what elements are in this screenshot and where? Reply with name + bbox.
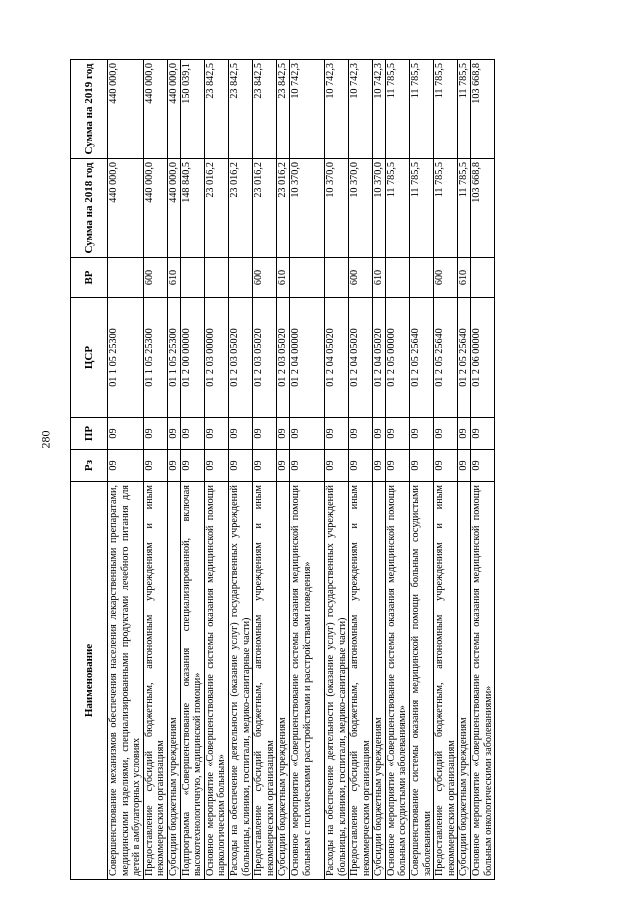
cell-sum-2018: 10 370,0 <box>324 159 348 258</box>
cell-csr: 01 2 04 05020 <box>373 298 386 418</box>
cell-pr: 09 <box>373 418 386 450</box>
table-row <box>108 60 144 880</box>
header-rz: Рз <box>71 450 108 482</box>
table-row <box>143 60 167 880</box>
cell-csr: 01 2 04 05020 <box>324 298 348 418</box>
cell-sum-2019: 11 785,5 <box>410 60 434 159</box>
cell-sum-2019: 10 742,3 <box>324 60 348 159</box>
cell-rz: 09 <box>324 450 348 482</box>
cell-vr <box>324 258 348 298</box>
cell-sum-2018: 103 668,8 <box>471 159 495 258</box>
cell-sum-2018: 23 016,2 <box>228 159 252 258</box>
cell-rz: 09 <box>471 450 495 482</box>
cell-sum-2019: 440 000,0 <box>143 60 167 159</box>
cell-vr: 600 <box>349 258 373 298</box>
cell-vr: 610 <box>277 258 290 298</box>
cell-sum-2018: 11 785,5 <box>458 159 471 258</box>
cell-csr: 01 2 03 05020 <box>253 298 277 418</box>
header-name: Наименование <box>71 482 108 880</box>
cell-sum-2019: 23 842,5 <box>204 60 228 159</box>
table-row <box>289 60 324 880</box>
cell-pr: 09 <box>108 418 144 450</box>
cell-csr: 01 2 03 05020 <box>277 298 290 418</box>
cell-name: Основное мероприятие «Совершенствование системы оказания медицинской помощи больным с психическими расстройствами и расстройствами поведения» <box>289 482 324 880</box>
cell-csr: 01 2 04 00000 <box>289 298 324 418</box>
budget-table <box>70 59 495 880</box>
cell-vr <box>471 258 495 298</box>
table-row <box>471 60 495 880</box>
cell-csr: 01 1 05 25300 <box>108 298 144 418</box>
cell-rz: 09 <box>434 450 458 482</box>
cell-sum-2018: 23 016,2 <box>204 159 228 258</box>
cell-pr: 09 <box>289 418 324 450</box>
cell-rz: 09 <box>108 450 144 482</box>
cell-name: Предоставление субсидий бюджетным, автономным учреждениям и иным некоммерческим организациям <box>143 482 167 880</box>
table-row <box>434 60 458 880</box>
cell-pr: 09 <box>253 418 277 450</box>
cell-csr: 01 2 05 25640 <box>458 298 471 418</box>
cell-csr: 01 1 05 25300 <box>167 298 180 418</box>
cell-csr: 01 2 04 05020 <box>349 298 373 418</box>
cell-pr: 09 <box>471 418 495 450</box>
cell-rz: 09 <box>204 450 228 482</box>
cell-sum-2019: 11 785,5 <box>458 60 471 159</box>
cell-csr: 01 2 03 05020 <box>228 298 252 418</box>
cell-name: Субсидии бюджетным учреждениям <box>277 482 290 880</box>
cell-sum-2018: 148 840,5 <box>180 159 204 258</box>
cell-pr: 09 <box>434 418 458 450</box>
cell-name: Основное мероприятие «Совершенствование системы оказания медицинской помощи наркологическим больным» <box>204 482 228 880</box>
cell-rz: 09 <box>349 450 373 482</box>
cell-rz: 09 <box>180 450 204 482</box>
table-row <box>324 60 348 880</box>
cell-pr: 09 <box>277 418 290 450</box>
header-pr: ПР <box>71 418 108 450</box>
budget-table-rotated <box>70 60 584 880</box>
cell-name: Основное мероприятие «Совершенствование системы оказания медицинской помощи больным онкологическими заболеваниями» <box>471 482 495 880</box>
cell-vr <box>108 258 144 298</box>
table-row <box>349 60 373 880</box>
cell-sum-2019: 10 742,3 <box>373 60 386 159</box>
table-row <box>253 60 277 880</box>
cell-sum-2019: 11 785,5 <box>385 60 409 159</box>
cell-sum-2019: 10 742,3 <box>349 60 373 159</box>
cell-vr: 610 <box>458 258 471 298</box>
cell-vr: 600 <box>434 258 458 298</box>
table-row <box>373 60 386 880</box>
cell-sum-2018: 11 785,5 <box>385 159 409 258</box>
cell-name: Основное мероприятие «Совершенствование системы оказания медицинской помощи больным сосудистыми заболеваниями» <box>385 482 409 880</box>
cell-sum-2019: 11 785,5 <box>434 60 458 159</box>
cell-vr <box>204 258 228 298</box>
cell-rz: 09 <box>277 450 290 482</box>
cell-vr: 600 <box>253 258 277 298</box>
cell-vr <box>410 258 434 298</box>
cell-pr: 09 <box>167 418 180 450</box>
cell-sum-2018: 11 785,5 <box>434 159 458 258</box>
cell-name: Подпрограмма «Совершенствование оказания специализированной, включая высокотехнологичную, медицинской помощи» <box>180 482 204 880</box>
cell-sum-2018: 440 000,0 <box>143 159 167 258</box>
cell-sum-2019: 440 000,0 <box>108 60 144 159</box>
table-body <box>108 60 495 880</box>
cell-sum-2018: 11 785,5 <box>410 159 434 258</box>
cell-vr: 600 <box>143 258 167 298</box>
cell-csr: 01 2 05 25640 <box>434 298 458 418</box>
cell-vr <box>180 258 204 298</box>
cell-name: Предоставление субсидий бюджетным, автономным учреждениям и иным некоммерческим организациям <box>253 482 277 880</box>
cell-sum-2018: 440 000,0 <box>108 159 144 258</box>
table-row <box>228 60 252 880</box>
cell-name: Совершенствование системы оказания медицинской помощи больным сосудистыми заболеваниями <box>410 482 434 880</box>
cell-pr: 09 <box>180 418 204 450</box>
cell-rz: 09 <box>143 450 167 482</box>
cell-name: Расходы на обеспечение деятельности (оказание услуг) государственных учреждений (больницы, клиники, госпитали, медико-санитарные части) <box>228 482 252 880</box>
cell-name: Расходы на обеспечение деятельности (оказание услуг) государственных учреждений (больницы, клиники, госпитали, медико-санитарные части) <box>324 482 348 880</box>
cell-pr: 09 <box>458 418 471 450</box>
cell-name: Субсидии бюджетным учреждениям <box>167 482 180 880</box>
cell-csr: 01 2 03 00000 <box>204 298 228 418</box>
cell-name: Предоставление субсидий бюджетным, автономным учреждениям и иным некоммерческим организациям <box>349 482 373 880</box>
cell-sum-2019: 23 842,5 <box>228 60 252 159</box>
cell-vr: 610 <box>167 258 180 298</box>
cell-vr: 610 <box>373 258 386 298</box>
cell-pr: 09 <box>349 418 373 450</box>
cell-name: Совершенствование механизмов обеспечения населения лекарственными препаратами, медицинскими изделиями, специализированными продуктами лечебного питания для детей в амбулаторных условиях <box>108 482 144 880</box>
cell-rz: 09 <box>253 450 277 482</box>
cell-rz: 09 <box>167 450 180 482</box>
cell-sum-2019: 103 668,8 <box>471 60 495 159</box>
header-vr: ВР <box>71 258 108 298</box>
header-sum-2018: Сумма на 2018 год <box>71 159 108 258</box>
cell-pr: 09 <box>228 418 252 450</box>
cell-pr: 09 <box>324 418 348 450</box>
cell-rz: 09 <box>373 450 386 482</box>
cell-sum-2018: 10 370,0 <box>289 159 324 258</box>
cell-sum-2018: 10 370,0 <box>373 159 386 258</box>
cell-pr: 09 <box>143 418 167 450</box>
cell-rz: 09 <box>289 450 324 482</box>
cell-rz: 09 <box>458 450 471 482</box>
cell-sum-2018: 440 000,0 <box>167 159 180 258</box>
cell-vr <box>385 258 409 298</box>
cell-sum-2019: 23 842,5 <box>277 60 290 159</box>
cell-vr <box>228 258 252 298</box>
table-row <box>204 60 228 880</box>
cell-name: Субсидии бюджетным учреждениям <box>458 482 471 880</box>
table-row <box>167 60 180 880</box>
header-sum-2019: Сумма на 2019 год <box>71 60 108 159</box>
cell-csr: 01 2 06 00000 <box>471 298 495 418</box>
cell-sum-2019: 440 000,0 <box>167 60 180 159</box>
cell-sum-2018: 23 016,2 <box>253 159 277 258</box>
cell-sum-2019: 23 842,5 <box>253 60 277 159</box>
cell-rz: 09 <box>410 450 434 482</box>
table-row <box>277 60 290 880</box>
cell-csr: 01 2 05 25640 <box>410 298 434 418</box>
table-row <box>180 60 204 880</box>
cell-vr <box>289 258 324 298</box>
cell-csr: 01 1 05 25300 <box>143 298 167 418</box>
page-number: 280 <box>38 430 53 449</box>
cell-pr: 09 <box>385 418 409 450</box>
cell-name: Предоставление субсидий бюджетным, автономным учреждениям и иным некоммерческим организациям <box>434 482 458 880</box>
cell-name: Субсидии бюджетным учреждениям <box>373 482 386 880</box>
cell-csr: 01 2 00 00000 <box>180 298 204 418</box>
cell-rz: 09 <box>228 450 252 482</box>
cell-pr: 09 <box>410 418 434 450</box>
table-header-row <box>71 60 108 880</box>
cell-pr: 09 <box>204 418 228 450</box>
cell-sum-2018: 23 016,2 <box>277 159 290 258</box>
cell-sum-2019: 10 742,3 <box>289 60 324 159</box>
cell-sum-2019: 150 039,1 <box>180 60 204 159</box>
cell-rz: 09 <box>385 450 409 482</box>
table-row <box>458 60 471 880</box>
header-csr: ЦСР <box>71 298 108 418</box>
cell-sum-2018: 10 370,0 <box>349 159 373 258</box>
table-row <box>410 60 434 880</box>
table-row <box>385 60 409 880</box>
cell-csr: 01 2 05 00000 <box>385 298 409 418</box>
